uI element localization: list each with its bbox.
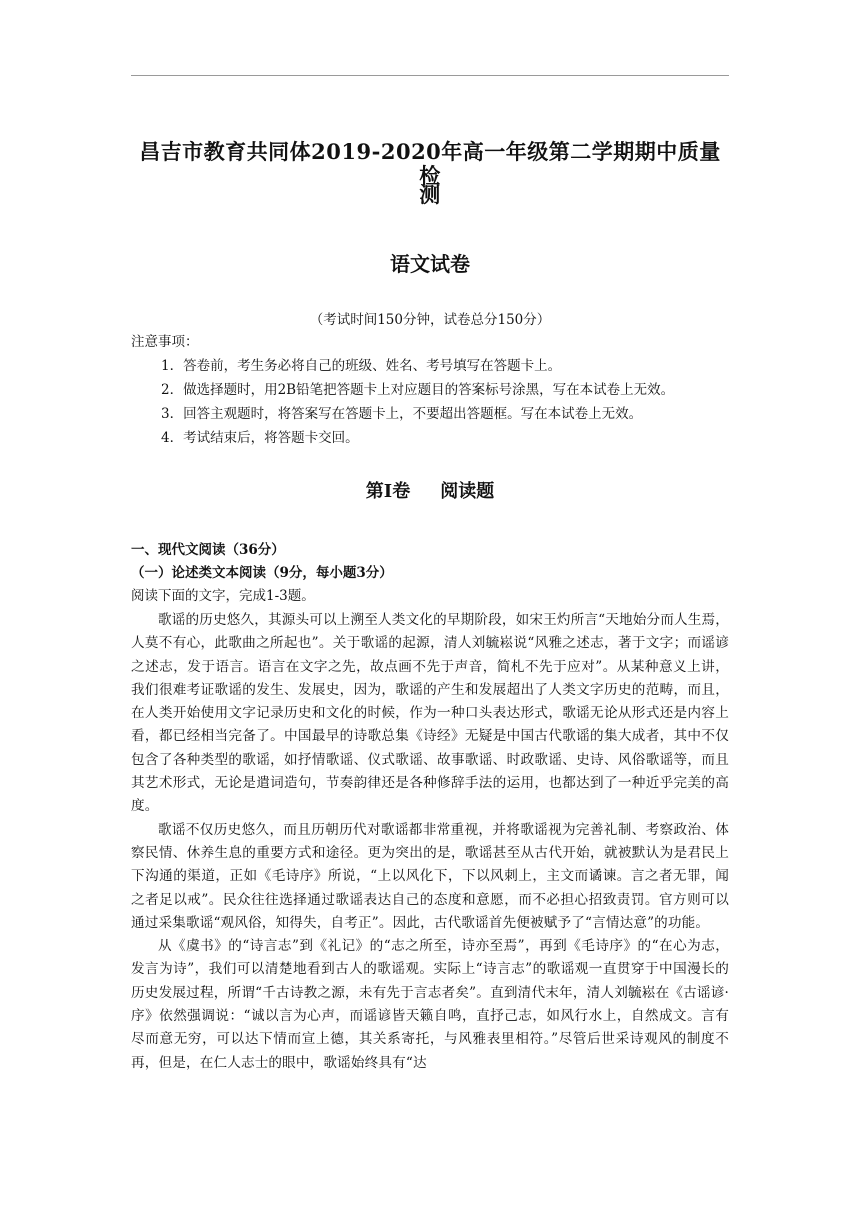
exam-time-info: （考试时间150分钟，试卷总分150分） xyxy=(309,312,551,328)
passage-paragraph: 从《虞书》的“诗言志”到《礼记》的“志之所至，诗亦至焉”，再到《毛诗序》的“在心为志，发言为诗”，我们可以清楚地看到古人的歌谣观。实际上“诗言志”的歌谣观一直贯穿于中国漫长的历史发展过程，所谓“千古诗教之源，未有先于言志者矣”。直到清代末年，清人刘毓崧在《古谣谚·序》依然强调说：“诚以言为心声，而谣谚皆天籁自鸣，直抒己志，如风行水上，自然成文。言有尽而意无穷，可以达下情而宣上德，其关系寄托，与风雅表里相符。”尽管后世采诗观风的制度不再，但是，在仁人志士的眼中，歌谣始终具有“达 xyxy=(131,938,729,1071)
part-label: 第Ⅰ卷 xyxy=(365,481,411,502)
passage-paragraph: 歌谣不仅历史悠久，而且历朝历代对歌谣都非常重视，并将歌谣视为完善礼制、考察政治、体察民情、休养生息的重要方式和途径。更为突出的是，歌谣甚至从古代开始，就被默认为是君民上下沟通的渠道，正如《毛诗序》所说，“上以风化下，下以风刺上，主文而谲谏。言之者无罪，闻之者足以戒”。民众往往选择通过歌谣表达自己的态度和意愿，而不必担心招致责罚。官方则可以通过采集歌谣“观风俗，知得失，自考正”。因此，古代歌谣首先便被赋予了“言情达意”的功能。 xyxy=(131,821,729,931)
paper-subtitle: 语文试卷 xyxy=(390,252,470,276)
notice-item: 3．回答主观题时，将答案写在答题卡上，不要超出答题框。写在本试卷上无效。 xyxy=(161,406,643,422)
notices-heading: 注意事项： xyxy=(131,334,199,350)
exam-title-line2: 测 xyxy=(419,182,441,207)
notice-item: 1．答卷前，考生务必将自己的班级、姓名、考号填写在答题卡上。 xyxy=(161,358,562,374)
passage-paragraph: 歌谣的历史悠久，其源头可以上溯至人类文化的早期阶段，如宋王灼所言“天地始分而人生焉，人莫不有心，此歌曲之所起也”。关于歌谣的起源，清人刘毓崧说“风雅之述志，著于文字；而谣谚之述志，发于语言。语言在文字之先，故点画不先于声音，简札不先于应对”。从某种意义上讲，我们很难考证歌谣的发生、发展史，因为，歌谣的产生和发展超出了人类文字历史的范畴，而且，在人类开始使用文字记录历史和文化的时候，作为一种口头表达形式，歌谣无论从形式还是内容上看，都已经相当完备了。中国最早的诗歌总集《诗经》无疑是中国古代歌谣的集大成者，其中不仅包含了各种类型的歌谣，如抒情歌谣、仪式歌谣、故事歌谣、时政歌谣、史诗、风俗歌谣等，而且其艺术形式，无论是遣词造句，节奏韵律还是各种修辞手法的运用，也都达到了一种近乎完美的高度。 xyxy=(131,612,729,815)
section-heading: 一、现代文阅读（36分） xyxy=(131,542,285,558)
part-name: 阅读题 xyxy=(440,481,495,502)
notice-item: 4．考试结束后，将答题卡交回。 xyxy=(161,430,359,446)
subsection-heading: （一）论述类文本阅读（9分，每小题3分） xyxy=(131,565,393,581)
reading-instruction: 阅读下面的文字，完成1-3题。 xyxy=(131,588,315,604)
reading-passage xyxy=(131,609,729,1075)
notice-item: 2．做选择题时，用2B铅笔把答题卡上对应题目的答案标号涂黑，写在本试卷上无效。 xyxy=(161,382,675,398)
exam-title-line1: 昌吉市教育共同体2019-2020年高一年级第二学期期中质量检 xyxy=(139,139,721,188)
part-heading xyxy=(131,481,729,503)
header-rule xyxy=(131,75,729,76)
